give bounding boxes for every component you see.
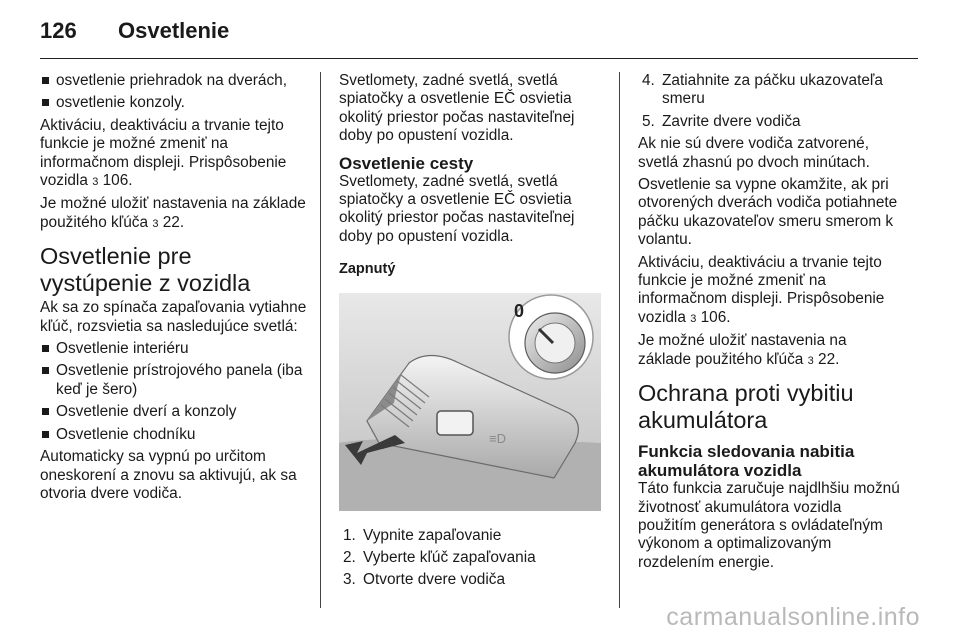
bullet-item: osvetlenie priehradok na dverách, (40, 72, 308, 90)
paragraph: Je možné uložiť nastavenia na základe použitého kľúča 3 22. (638, 332, 847, 368)
page-ref-icon: 3 (92, 176, 99, 189)
column-1 (40, 72, 308, 507)
paragraph: Osvetlenie sa vypne okamžite, ak pri otvorených dverách vodiča potiahnete páčku ukazovateľov smeru smerom k volantu. (638, 176, 898, 249)
paragraph: Automaticky sa vypnú po určitom oneskorení a znovu sa aktivujú, ak sa otvoria dvere vodiča. (40, 448, 297, 502)
bullet-item: Osvetlenie chodníku (40, 426, 308, 444)
bullet-item: Osvetlenie interiéru (40, 340, 308, 358)
column-3 (638, 72, 900, 576)
paragraph: Svetlomety, zadné svetlá, svetlá spiatočky a osvetlenie EČ osvietia okolitý priestor počas nastaviteľnej doby po opustení vozidla. (339, 72, 575, 145)
column-divider-1 (320, 72, 321, 608)
page-number: 126 (40, 18, 77, 43)
subheading: Zapnutý (339, 261, 396, 278)
bullet-item: Osvetlenie dverí a konzoly (40, 403, 308, 421)
page-header (40, 18, 229, 48)
svg-text:0: 0 (514, 300, 525, 321)
column-2 (339, 72, 601, 594)
paragraph: Ak sa zo spínača zapaľovania vytiahne kľúč, rozsvietia sa nasledujúce svetlá: (40, 299, 307, 335)
paragraph: Aktiváciu, deaktiváciu a trvanie tejto funkcie je možné zmeniť na informačnom displeji. Prispôsobenie vozidla 3 106. (638, 253, 885, 326)
header-divider (40, 58, 918, 59)
page-ref-icon: 3 (807, 354, 814, 367)
list-item: 1. Vypnite zapaľovanie (343, 526, 502, 544)
paragraph: Je možné uložiť nastavenia na základe použitého kľúča 3 22. (40, 195, 306, 231)
paragraph: Ak nie sú dvere vodiča zatvorené, svetlá zhasnú po dvoch minútach. (638, 135, 870, 171)
section-heading: Ochrana proti vybitiu akumulátora (638, 380, 854, 434)
page-ref-icon: 3 (152, 217, 159, 230)
bullet-item: osvetlenie konzoly. (40, 94, 308, 112)
list-item: 5. Zavrite dvere vodiča (642, 112, 801, 130)
svg-text:≡D: ≡D (489, 430, 506, 446)
page-ref-icon: 3 (690, 312, 697, 325)
watermark: carmanualsonline.info (666, 603, 920, 631)
paragraph: Svetlomety, zadné svetlá, svetlá spiatočky a osvetlenie EČ osvietia okolitý priestor počas nastaviteľnej doby po opustení vozidla. (339, 172, 575, 245)
list-item: 3. Otvorte dvere vodiča (343, 571, 506, 589)
column-divider-2 (619, 72, 620, 608)
section-heading: Osvetlenie cesty (339, 153, 474, 173)
bullet-item: Osvetlenie prístrojového panela (iba keď je šero) (40, 362, 308, 399)
turn-signal-stalk-icon (339, 293, 601, 511)
stalk-illustration (339, 293, 601, 511)
list-item: 4. Zatiahnite za páčku ukazovateľa smeru (642, 72, 883, 108)
paragraph: Aktiváciu, deaktiváciu a trvanie tejto funkcie je možné zmeniť na informačnom displeji. Prispôsobenie vozidla 3 106. (40, 116, 287, 190)
paragraph: Táto funkcia zaručuje najdlhšiu možnú životnosť akumulátora vozidla použitím generátora s ovládateľným výkonom a optimalizovaným rozdelením energie. (638, 480, 900, 571)
page-title: Osvetlenie (118, 18, 230, 43)
section-heading: Osvetlenie pre vystúpenie z vozidla (40, 243, 251, 297)
subheading: Funkcia sledovania nabitia akumulátora vozidla (638, 442, 855, 481)
list-item: 2. Vyberte kľúč zapaľovania (343, 549, 536, 567)
